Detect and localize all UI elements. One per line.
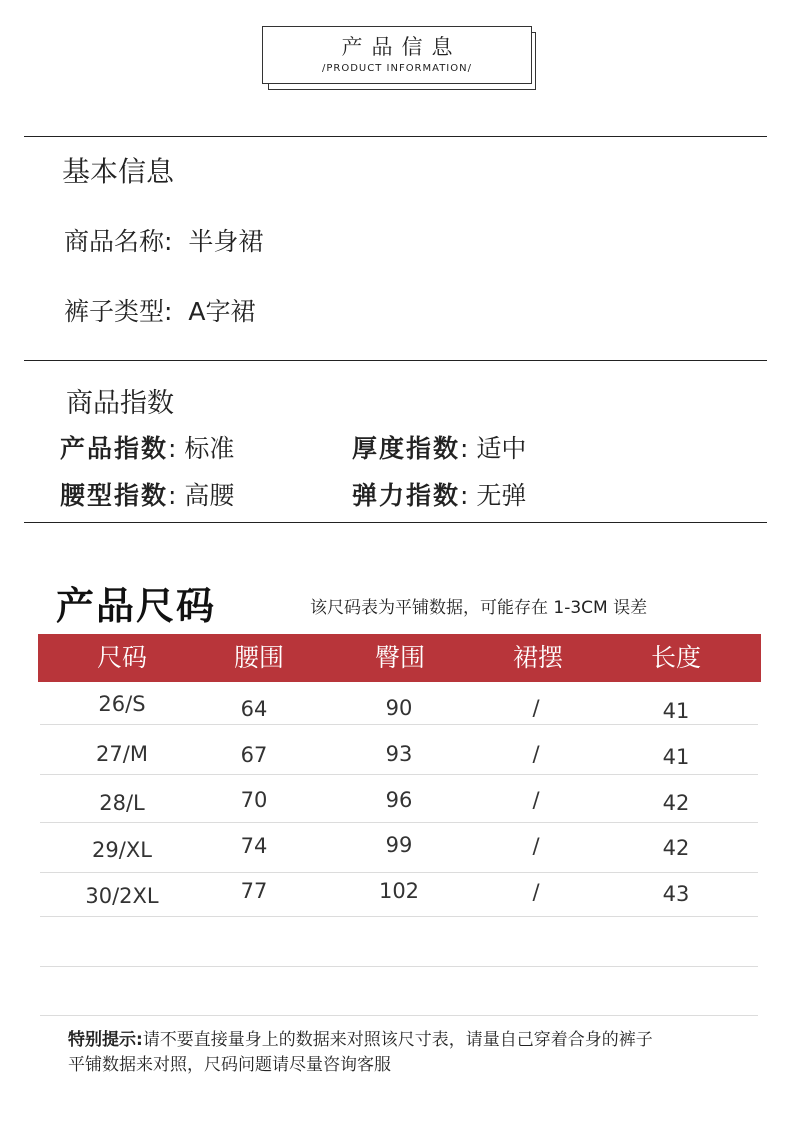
cell-length: 42 [662, 836, 690, 860]
divider [24, 522, 767, 523]
index-item-thickness [352, 429, 526, 465]
cell-size: 28/L [99, 791, 145, 815]
cell-hip: 96 [385, 788, 413, 812]
cell-waist: 70 [240, 788, 268, 812]
index-value: : 高腰 [168, 481, 235, 510]
info-line-product-name [64, 222, 263, 258]
row-divider [40, 822, 758, 823]
row-divider [40, 966, 758, 967]
header-cell-hip: 臀围 [374, 643, 425, 672]
cell-hem: / [532, 788, 540, 812]
tip-text: 请不要直接量身上的数据来对照该尺寸表，请量自己穿着合身的裤子 [142, 1030, 653, 1050]
header-box [262, 26, 532, 84]
index-title: 商品指数 [66, 388, 174, 419]
divider [24, 360, 767, 361]
cell-hem: / [532, 880, 540, 904]
tip-label: 特别提示: [68, 1030, 143, 1050]
row-divider [40, 774, 758, 775]
cell-hip: 99 [385, 833, 413, 857]
header-subtitle: /PRODUCT INFORMATION/ [322, 63, 472, 74]
index-value: : 无弹 [460, 481, 527, 510]
index-item-waist [60, 476, 234, 512]
divider [24, 136, 767, 137]
info-label: 裤子类型: [64, 297, 173, 326]
header-cell-size: 尺码 [96, 643, 147, 672]
basic-info-title: 基本信息 [62, 155, 175, 188]
cell-length: 41 [662, 699, 690, 723]
cell-hip: 93 [385, 742, 413, 766]
info-line-pants-type [64, 292, 256, 328]
index-label: 厚度指数 [352, 434, 461, 463]
size-table-header [38, 634, 761, 682]
index-item-elasticity [352, 476, 526, 512]
index-value: : 适中 [460, 434, 527, 463]
info-value: 半身裙 [188, 227, 264, 256]
cell-hip: 90 [385, 696, 413, 720]
cell-hip: 102 [378, 879, 420, 903]
header-cell-hem: 裙摆 [512, 643, 563, 672]
header-title: 产品信息 [341, 35, 462, 59]
cell-length: 42 [662, 791, 690, 815]
info-label: 商品名称: [64, 227, 173, 256]
header-cell-waist: 腰围 [233, 643, 284, 672]
index-label: 产品指数 [60, 434, 169, 463]
cell-waist: 64 [240, 697, 268, 721]
cell-size: 27/M [96, 742, 148, 766]
cell-waist: 67 [240, 743, 268, 767]
size-title: 产品尺码 [56, 584, 217, 628]
row-divider [40, 872, 758, 873]
cell-hem: / [532, 742, 540, 766]
index-label: 腰型指数 [60, 481, 169, 510]
index-value: : 标准 [168, 434, 235, 463]
header-cell-length: 长度 [650, 643, 701, 672]
cell-size: 29/XL [92, 838, 152, 862]
tip-line-2: 平铺数据来对照，尺码问题请尽量咨询客服 [68, 1055, 391, 1075]
cell-waist: 74 [240, 834, 268, 858]
cell-size: 26/S [98, 692, 146, 716]
cell-length: 41 [662, 745, 690, 769]
row-divider [40, 724, 758, 725]
cell-length: 43 [662, 882, 690, 906]
tip-line-1 [68, 1025, 653, 1050]
cell-hem: / [532, 834, 540, 858]
size-note: 该尺码表为平铺数据，可能存在 1-3CM 误差 [310, 598, 648, 618]
row-divider [40, 1015, 758, 1016]
cell-size: 30/2XL [85, 884, 159, 908]
index-label: 弹力指数 [352, 481, 461, 510]
row-divider [40, 916, 758, 917]
index-item-product [60, 429, 234, 465]
cell-hem: / [532, 696, 540, 720]
info-value: A字裙 [188, 297, 256, 326]
cell-waist: 77 [240, 879, 268, 903]
